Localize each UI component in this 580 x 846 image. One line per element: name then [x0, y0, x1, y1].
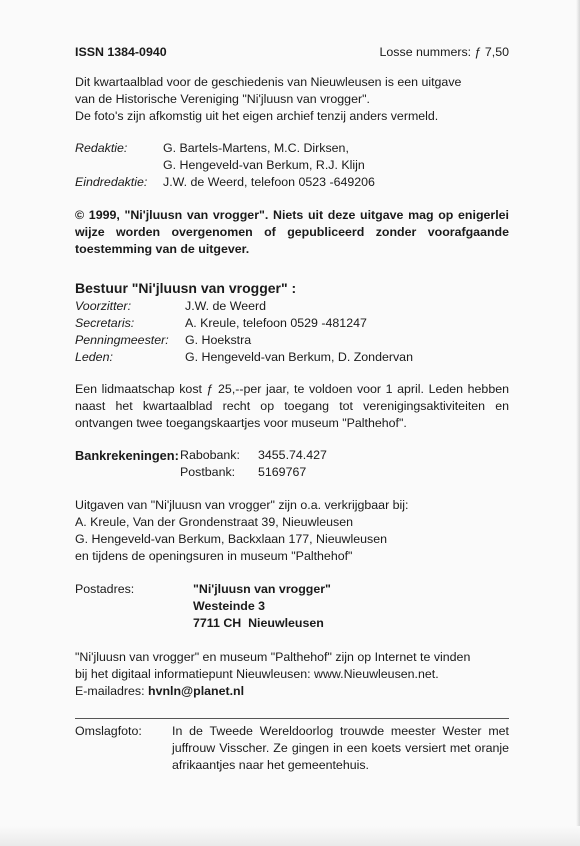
bank-number: 3455.74.427 [258, 448, 327, 462]
bestuur-row [75, 332, 413, 349]
internet-line: "Ni'jluusn van vrogger" en museum "Palthehof" zijn op Internet te vinden [75, 650, 471, 664]
bestuur-table [75, 298, 413, 366]
redactie-label: Redaktie: [75, 141, 128, 155]
membership-paragraph: Een lidmaatschap kost ƒ 25,--per jaar, te voldoen voor 1 april. Leden hebben naast het kwartaalblad recht op toegang tot verenigingsaktiviteiten en ontvangen twee toegangskaartjes voor museum "Palthehof". [75, 382, 509, 430]
issn-number: ISSN 1384-0940 [75, 45, 167, 59]
eindredactie-value: J.W. de Weerd, telefoon 0523 -649206 [163, 175, 375, 189]
email-address: hvnln@planet.nl [148, 684, 245, 698]
intro-line: van de Historische Vereniging "Ni'jluusn van vrogger". [75, 92, 370, 106]
redactie-names: G. Hengeveld-van Berkum, R.J. Klijn [163, 158, 365, 172]
availability-line: A. Kreule, Van der Grondenstraat 39, Nieuwleusen [75, 515, 354, 529]
bank-accounts [75, 447, 327, 481]
bestuur-role: Penningmeester: [75, 333, 169, 347]
intro-line: Dit kwartaalblad voor de geschiedenis van Nieuwleusen is een uitgave [75, 75, 462, 89]
intro-paragraph [75, 74, 509, 125]
omslag-text: In de Tweede Wereldoorlog trouwde meester Wester met juffrouw Visscher. Ze gingen in een koets versiert met oranje afrikaantjes naar het gemeentehuis. [172, 724, 509, 772]
editorial-credits [75, 140, 375, 191]
availability-paragraph [75, 497, 509, 565]
bank-name: Postbank: [180, 465, 236, 479]
postal-address [75, 581, 331, 632]
bestuur-name: G. Hoekstra [185, 333, 252, 347]
internet-line: bij het digitaal informatiepunt Nieuwleusen: www.Nieuwleusen.net. [75, 667, 439, 681]
postadres-line: Westeinde 3 [193, 599, 266, 613]
bestuur-name: J.W. de Weerd [185, 299, 267, 313]
email-line [75, 683, 509, 700]
bestuur-row [75, 298, 413, 315]
bestuur-row [75, 349, 413, 366]
single-issue-price: Losse nummers: ƒ 7,50 [379, 45, 509, 59]
scan-bottom-shadow [0, 826, 580, 846]
bank-name: Rabobank: [180, 448, 240, 462]
postadres-line: 7711 CH Nieuwleusen [193, 616, 324, 630]
bestuur-role: Voorzitter: [75, 299, 132, 313]
omslag-label: Omslagfoto: [75, 724, 142, 738]
redactie-names: G. Bartels-Martens, M.C. Dirksen, [163, 141, 349, 155]
bestuur-row [75, 315, 413, 332]
postadres-line: "Ni'jluusn van vrogger" [193, 582, 331, 596]
bestuur-role: Leden: [75, 350, 113, 364]
bestuur-role: Secretaris: [75, 316, 135, 330]
email-label: E-mailadres: [75, 684, 148, 698]
intro-line: De foto's zijn afkomstig uit het eigen archief tenzij anders vermeld. [75, 109, 439, 123]
bestuur-name: A. Kreule, telefoon 0529 -481247 [185, 316, 367, 330]
bank-label: Bankrekeningen: [75, 448, 179, 463]
bestuur-title: Bestuur "Ni'jluusn van vrogger" : [75, 280, 297, 296]
bestuur-name: G. Hengeveld-van Berkum, D. Zondervan [185, 350, 413, 364]
availability-line: en tijdens de openingsuren in museum "Palthehof" [75, 549, 353, 563]
scan-edge-shadow [576, 0, 580, 846]
internet-paragraph [75, 649, 509, 700]
colophon-page [75, 44, 509, 774]
bank-number: 5169767 [258, 465, 307, 479]
availability-line: Uitgaven van "Ni'jluusn van vrogger" zijn o.a. verkrijgbaar bij: [75, 498, 409, 512]
copyright-notice: © 1999, "Ni'jluusn van vrogger". Niets uit deze uitgave mag op enigerlei wijze worden overgenomen of gepubliceerd zonder voorafgaande toestemming van de uitgever. [75, 208, 509, 256]
eindredactie-label: Eindredaktie: [75, 175, 148, 189]
cover-photo-caption [75, 723, 509, 774]
divider [75, 718, 509, 719]
header-row [75, 44, 509, 61]
postadres-label: Postadres: [75, 582, 135, 596]
availability-line: G. Hengeveld-van Berkum, Backxlaan 177, Nieuwleusen [75, 532, 387, 546]
